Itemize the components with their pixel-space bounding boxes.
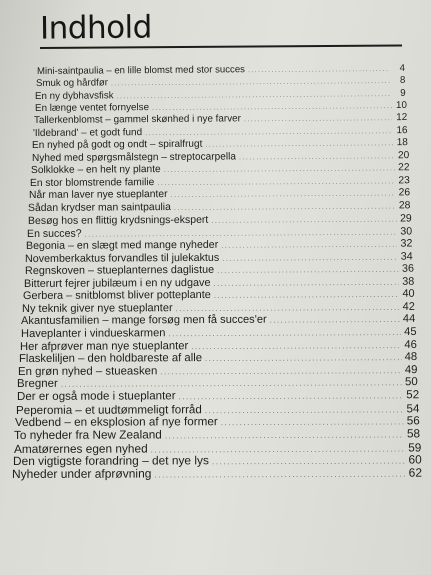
toc-leader-dots bbox=[211, 215, 396, 225]
toc-leader-dots bbox=[84, 227, 397, 238]
toc-entry bbox=[21, 326, 417, 340]
toc-page-number: 59 bbox=[407, 440, 421, 455]
toc-page-number: 56 bbox=[406, 414, 420, 428]
toc-entry-title: Akantusfamilien – mange forsøg men få succes'er bbox=[21, 314, 268, 328]
toc-entry-title: Amatørernes egen nyhed bbox=[13, 441, 148, 456]
toc-entry bbox=[21, 313, 415, 327]
toc-page-number: 54 bbox=[406, 401, 420, 416]
toc-page-number: 23 bbox=[398, 174, 410, 186]
toc-entry-title: Ny teknik giver nye stueplanter bbox=[22, 301, 173, 315]
toc-page-number: 60 bbox=[408, 452, 422, 468]
toc-page-number: 52 bbox=[405, 389, 419, 402]
toc-leader-dots bbox=[222, 252, 398, 262]
toc-leader-dots bbox=[165, 431, 404, 441]
toc-entry bbox=[29, 187, 410, 201]
toc-page-number: 62 bbox=[408, 465, 423, 480]
toc-leader-dots bbox=[174, 201, 396, 212]
toc-leader-dots bbox=[214, 290, 400, 300]
toc-leader-dots bbox=[157, 176, 394, 187]
toc-leader-dots bbox=[270, 315, 400, 325]
toc-page-number: 16 bbox=[396, 124, 408, 137]
toc-leader-dots bbox=[205, 405, 404, 415]
toc-page-number: 10 bbox=[395, 100, 407, 112]
toc-page-number: 45 bbox=[403, 325, 417, 338]
toc-entry-title: Solklokke – en helt ny plante bbox=[30, 164, 161, 177]
toc-page-number: 20 bbox=[397, 149, 409, 161]
toc-page-number: 36 bbox=[401, 262, 414, 275]
toc-entry-title: To nyheder fra New Zealand bbox=[14, 428, 163, 443]
toc-entry-title: Vedbend – en eksplosion af nye former bbox=[15, 415, 218, 430]
toc-entry-title: Haveplanter i vindueskarmen bbox=[20, 327, 166, 340]
toc-page-number: 8 bbox=[400, 75, 406, 87]
toc-leader-dots bbox=[238, 152, 393, 161]
toc-leader-dots bbox=[244, 116, 392, 124]
toc-entry-title: Tallerkenblomst – gammel skønhed i nye farver bbox=[33, 113, 241, 127]
toc-entry-title: En stor blomstrende familie bbox=[29, 176, 155, 189]
toc-entry bbox=[36, 75, 405, 89]
toc-entry-title: Sådan krydser man saintpaulia bbox=[28, 201, 172, 214]
toc-entry-title: Den vigtigste forandring – det nye lys bbox=[12, 453, 209, 469]
toc-entry bbox=[30, 175, 410, 189]
toc-leader-dots bbox=[163, 164, 394, 174]
toc-leader-dots bbox=[221, 418, 404, 428]
toc-entry-title: Bregner bbox=[17, 378, 59, 391]
toc-page-number: 58 bbox=[407, 427, 421, 441]
toc-page-number: 26 bbox=[398, 187, 411, 199]
toc-entry bbox=[31, 162, 410, 176]
toc-entry-title: En succes? bbox=[26, 227, 82, 240]
toc-entry bbox=[26, 238, 412, 252]
toc-entry-title: Besøg hos en flittig krydsnings-ekspert bbox=[27, 213, 209, 228]
toc-entry bbox=[23, 288, 415, 302]
toc-entry bbox=[19, 351, 417, 365]
toc-page-number: 34 bbox=[400, 250, 413, 263]
toc-entry bbox=[32, 137, 408, 151]
toc-entry-title: Flaskeliljen – den holdbareste af alle bbox=[19, 352, 203, 366]
toc-leader-dots bbox=[178, 391, 403, 401]
toc-leader-dots bbox=[61, 379, 402, 390]
toc-leader-dots bbox=[152, 103, 392, 112]
toc-entry-title: En grøn nyhed – stueasken bbox=[18, 365, 158, 378]
toc-entry-title: Når man laver nye stueplanter bbox=[29, 189, 168, 202]
toc-page-number: 9 bbox=[400, 87, 407, 99]
toc-leader-dots bbox=[161, 366, 403, 376]
toc-entry-title: Nyheder under afprøvning bbox=[11, 466, 152, 482]
toc-page-number: 46 bbox=[404, 338, 417, 351]
toc-entry-title: Novemberkaktus forvandles til julekaktus bbox=[25, 251, 220, 265]
toc-entry bbox=[17, 389, 419, 403]
toc-page-number: 28 bbox=[399, 199, 411, 211]
toc-page-number: 44 bbox=[403, 313, 416, 326]
toc-page-number: 29 bbox=[399, 212, 412, 225]
toc-page-number: 22 bbox=[397, 162, 410, 174]
toc-leader-dots bbox=[205, 353, 402, 363]
toc-leader-dots bbox=[206, 141, 394, 149]
toc-page-number: 40 bbox=[402, 287, 415, 300]
toc-page-number: 42 bbox=[402, 300, 416, 313]
toc-entry bbox=[24, 263, 413, 277]
toc-entry bbox=[28, 200, 411, 214]
toc-entry-title: Regnskoven – stueplanternes daglistue bbox=[24, 263, 214, 278]
toc-page-number: 32 bbox=[400, 237, 413, 250]
toc-page-number: 4 bbox=[399, 62, 406, 74]
toc-leader-dots bbox=[213, 277, 399, 287]
toc-entry bbox=[28, 212, 412, 227]
toc-entry-title: Mini-saintpaulia – en lille blomst med stor succes bbox=[36, 64, 245, 77]
toc-page-number: 30 bbox=[400, 224, 412, 238]
toc-leader-dots bbox=[168, 328, 401, 338]
toc-leader-dots bbox=[145, 128, 392, 137]
toc-entry-title: Begonia – en slægt med mange nyheder bbox=[26, 238, 219, 253]
toc-entry bbox=[12, 466, 422, 481]
toc-page-number: 49 bbox=[405, 363, 418, 376]
toc-page-number: 18 bbox=[396, 137, 409, 149]
toc-leader-dots bbox=[191, 341, 401, 351]
toc-page-number: 38 bbox=[401, 275, 415, 288]
toc-entry-title: En nyhed på godt og ondt – spiralfrugt bbox=[32, 138, 203, 152]
toc-entry-title: En ny dybhavsfisk bbox=[35, 90, 115, 102]
toc-leader-dots bbox=[111, 78, 390, 87]
toc-leader-dots bbox=[154, 469, 405, 480]
toc-entry bbox=[34, 112, 407, 126]
toc-entry-title: 'Ildebrand' – et godt fund bbox=[33, 127, 143, 139]
toc-entry-title: Gerbera – snitblomst bliver potteplante bbox=[22, 289, 211, 303]
toc-entry-title: Her afprøver man nye stueplanter bbox=[19, 339, 189, 353]
toc-page-number: 12 bbox=[396, 112, 408, 124]
toc-leader-dots bbox=[117, 91, 391, 100]
page-title: Indhold bbox=[39, 9, 153, 47]
toc-entry-title: Bitterurt fejrer jubilæum i en ny udgave bbox=[23, 276, 211, 290]
toc-leader-dots bbox=[217, 265, 399, 275]
toc-entry-title: Peperomia – et uudtømmeligt forråd bbox=[15, 402, 202, 417]
toc-entry-title: Der er også mode i stueplanter bbox=[16, 390, 176, 404]
toc-page-number: 48 bbox=[404, 351, 418, 364]
toc-leader-dots bbox=[176, 303, 400, 313]
toc-entry bbox=[17, 377, 418, 391]
toc-entry-title: En længe ventet fornyelse bbox=[34, 102, 149, 115]
toc-entry-title: Nyhed med spørgsmålstegn – streptocarpella bbox=[31, 151, 236, 164]
toc-leader-dots bbox=[171, 188, 396, 199]
toc-entry-title: Smuk og hårdfør bbox=[36, 77, 109, 90]
toc-leader-dots bbox=[221, 240, 397, 250]
toc-leader-dots bbox=[248, 66, 390, 74]
toc-page-number: 50 bbox=[405, 376, 419, 389]
